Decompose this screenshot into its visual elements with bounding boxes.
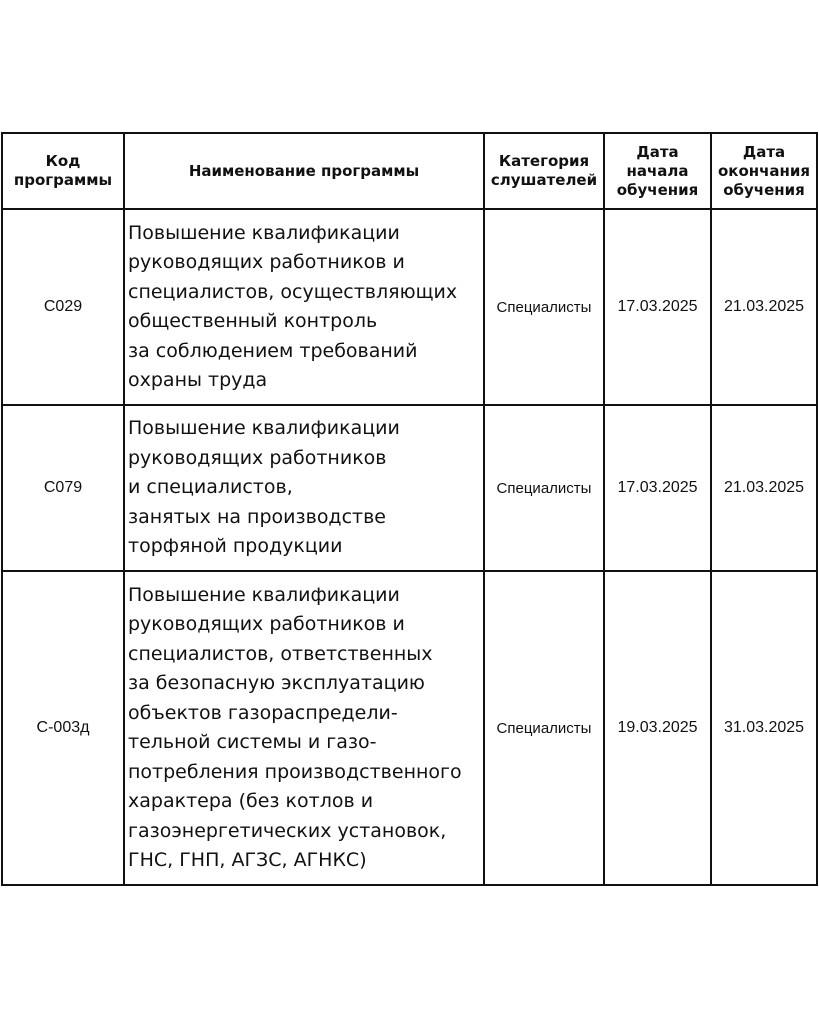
header-line: Код [45, 152, 81, 170]
header-listener-category [484, 133, 604, 209]
program-name-line: общественный контроль [128, 310, 378, 332]
header-line: слушателей [490, 171, 598, 189]
end-date: 21.03.2025 [711, 209, 817, 405]
header-line: Дата [636, 142, 679, 161]
program-name [124, 405, 484, 571]
program-name-line: руководящих работников [128, 446, 387, 469]
program-name-line: потребления производственного [128, 760, 462, 783]
header-row [2, 133, 817, 209]
program-name [124, 571, 484, 885]
program-name-line: и специалистов, [128, 476, 293, 499]
header-end-date [711, 133, 817, 209]
program-name-line: специалистов, осуществляющих [128, 280, 458, 303]
table-row [2, 209, 817, 405]
program-name-line: ГНС, ГНП, АГЗС, АГНКС) [128, 849, 367, 871]
header-program-name [124, 133, 484, 209]
program-name-line: занятых на производстве [128, 505, 386, 528]
start-date: 17.03.2025 [604, 209, 711, 405]
program-name-line: за соблюдением требований [128, 339, 418, 362]
program-name-line: тельной системы и газо- [128, 731, 377, 753]
program-name-line: руководящих работников и [128, 613, 405, 635]
header-line: начала [626, 161, 689, 180]
start-date: 19.03.2025 [604, 571, 711, 885]
program-name-line: руководящих работников и [128, 251, 405, 273]
listener-category: Специалисты [484, 571, 604, 885]
program-name-line: объектов газораспредели- [128, 701, 398, 724]
header-line: окончания [717, 161, 811, 180]
start-date: 17.03.2025 [604, 405, 711, 571]
program-name-line: Повышение квалификации [128, 221, 400, 244]
header-line: Дата [742, 142, 786, 161]
header-line: обучения [723, 180, 805, 199]
program-code: С-003д [2, 571, 124, 885]
header-line: Наименование программы [188, 161, 420, 180]
table-header [2, 133, 817, 209]
header-line: программы [13, 171, 113, 189]
header-start-date [604, 133, 711, 209]
program-name [124, 209, 484, 405]
table-row [2, 405, 817, 571]
program-name-line: газоэнергетических установок, [128, 819, 447, 842]
program-name-line: охраны труда [128, 369, 268, 391]
header-line: обучения [616, 180, 699, 199]
end-date: 21.03.2025 [711, 405, 817, 571]
program-code: С029 [2, 209, 124, 405]
program-name-line: Повышение квалификации [128, 583, 400, 606]
program-name-line: специалистов, ответственных [128, 642, 433, 665]
listener-category: Специалисты [484, 405, 604, 571]
program-name-line: Повышение квалификации [128, 417, 400, 440]
end-date: 31.03.2025 [711, 571, 817, 885]
header-program-code [2, 133, 124, 209]
listener-category: Специалисты [484, 209, 604, 405]
program-name-line: характера (без котлов и [128, 790, 374, 812]
program-name-line: за безопасную эксплуатацию [128, 672, 425, 694]
header-line: Категория [498, 152, 590, 170]
program-name-line: торфяной продукции [128, 535, 343, 558]
table-body [2, 209, 817, 885]
programs-schedule-table [1, 132, 818, 886]
program-code: С079 [2, 405, 124, 571]
table-row [2, 571, 817, 885]
